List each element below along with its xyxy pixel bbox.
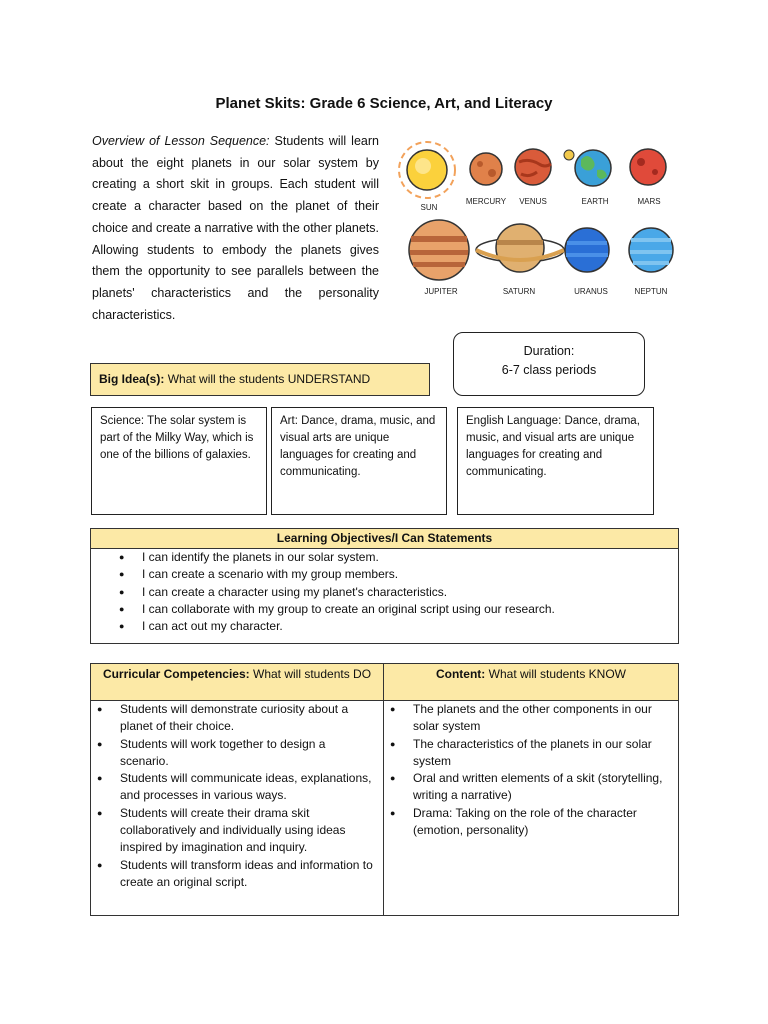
content-list	[384, 701, 678, 915]
list-item: ● Drama: Taking on the role of the character (emotion, personality)	[390, 805, 672, 840]
list-item: ● The characteristics of the planets in our solar system	[390, 736, 672, 771]
jupiter-image	[409, 220, 469, 280]
content-text: What will students KNOW	[488, 667, 627, 681]
list-item: ● Students will transform ideas and information to create an original script.	[97, 857, 377, 892]
sun-image	[399, 142, 455, 198]
earth-image	[564, 150, 611, 186]
venus-image	[515, 149, 551, 185]
content-label: Content:	[435, 667, 486, 681]
list-item: ● I can create a scenario with my group members.	[119, 566, 678, 583]
planet-label: MERCURY	[465, 197, 507, 206]
list-item: ● Oral and written elements of a skit (storytelling, writing a narrative)	[390, 770, 672, 805]
planet-label: URANUS	[574, 287, 608, 296]
saturn-image	[476, 224, 564, 272]
science-box: Science: The solar system is part of the Milky Way, which is one of the billions of galaxies.	[91, 407, 267, 515]
planet-label: MARS	[637, 197, 661, 206]
overview-label: Overview of Lesson Sequence:	[92, 134, 270, 148]
page-title: Planet Skits: Grade 6 Science, Art, and Literacy	[215, 95, 553, 112]
planet-label: EARTH	[581, 197, 609, 206]
big-idea-header	[90, 363, 430, 396]
big-idea-text: What will the students UNDERSTAND	[167, 372, 371, 386]
list-item: ● Students will demonstrate curiosity about a planet of their choice.	[97, 701, 377, 736]
content-header	[384, 664, 678, 701]
list-item: ● I can identify the planets in our solar system.	[119, 549, 678, 566]
list-item: ● I can create a character using my planet's characteristics.	[119, 584, 678, 601]
mars-image	[630, 149, 666, 185]
list-item: ● Students will communicate ideas, explanations, and processes in various ways.	[97, 770, 377, 805]
overview-paragraph	[92, 131, 379, 326]
uranus-image	[565, 228, 609, 272]
curricular-text: What will students DO	[253, 667, 372, 681]
planet-label: JUPITER	[424, 287, 458, 296]
list-item: ● Students will work together to design a scenario.	[97, 736, 377, 771]
art-box: Art: Dance, drama, music, and visual arts are unique languages for creating and communicating.	[271, 407, 447, 515]
planet-label: SUN	[420, 203, 438, 212]
curricular-label: Curricular Competencies:	[102, 667, 250, 681]
duration-label: Duration:	[523, 344, 575, 358]
list-item: ● I can collaborate with my group to create an original script using our research.	[119, 601, 678, 618]
neptune-image	[629, 228, 673, 272]
planet-label: VENUS	[519, 197, 547, 206]
english-box: English Language: Dance, drama, music, and visual arts are unique languages for creating and communicating.	[457, 407, 654, 515]
curricular-header	[91, 664, 384, 701]
learning-objectives-list	[90, 548, 679, 644]
mercury-image	[470, 153, 502, 185]
planet-label: NEPTUN	[634, 287, 668, 296]
duration-value: 6-7 class periods	[501, 363, 597, 377]
list-item: ● The planets and the other components in our solar system	[390, 701, 672, 736]
competencies-content-table	[90, 663, 679, 916]
list-item: ● I can act out my character.	[119, 618, 678, 635]
planets-illustration	[395, 140, 685, 305]
learning-objectives-heading: Learning Objectives/I Can Statements	[90, 528, 679, 549]
curricular-list	[91, 701, 384, 915]
list-item: ● Students will create their drama skit collaboratively and individually using ideas inspired by imagination and inquiry.	[97, 805, 377, 857]
big-idea-label: Big Idea(s):	[99, 372, 165, 386]
duration-box	[453, 332, 645, 396]
planet-label: SATURN	[502, 287, 536, 296]
overview-text: Students will learn about the eight planets in our solar system by creating a short skit in groups. Each student will create a character based on the planet of their choice and create a narrative with the other planets. Allowing students to embody the planets gives them the opportunity to see parallels between the planets' characteristics and the personality characteristics.	[92, 134, 379, 322]
